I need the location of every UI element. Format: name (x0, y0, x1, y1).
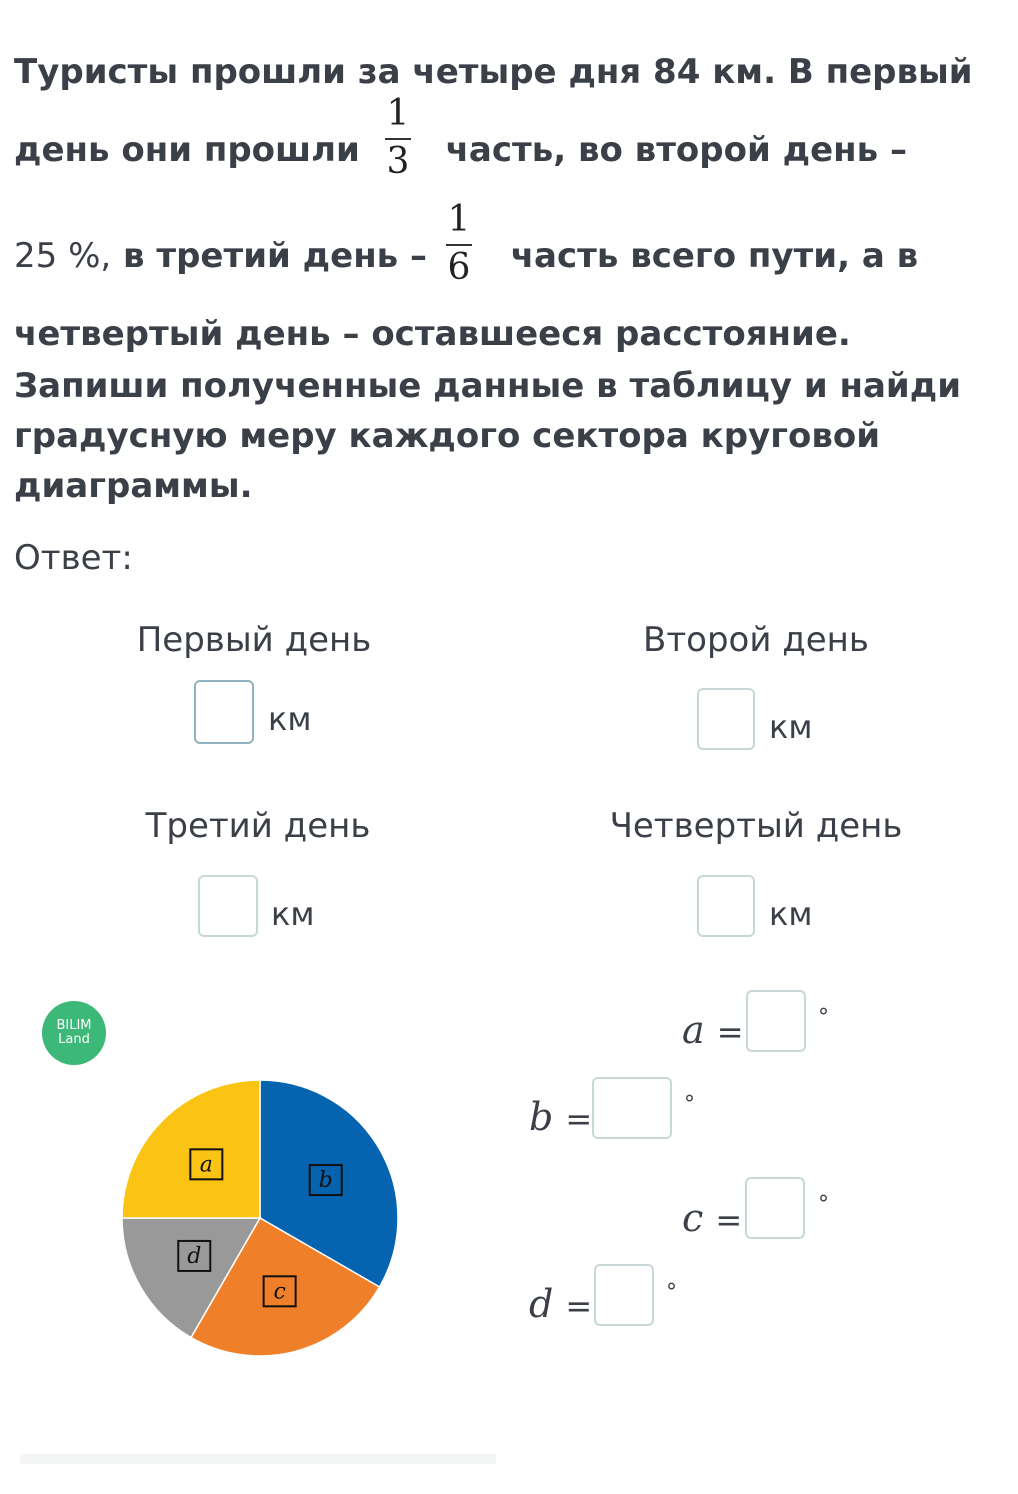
day1-unit: км (268, 700, 312, 738)
angle-d-equals: = (565, 1287, 593, 1325)
fraction-one-third (378, 94, 418, 186)
day1-title: Первый день (136, 620, 372, 660)
problem-line-3-middle: в третий день – (123, 236, 428, 276)
bottom-divider (20, 1454, 496, 1464)
pie-label-d: d (187, 1243, 202, 1269)
angle-d-input[interactable] (594, 1264, 654, 1326)
problem-line-6: градусную меру каждого сектора круговой (14, 416, 881, 456)
angle-c-label (682, 1196, 742, 1240)
pie-label-c: c (273, 1279, 286, 1305)
angle-b-input[interactable] (592, 1077, 672, 1139)
fraction-numerator: 1 (386, 93, 410, 134)
bilimland-logo (42, 1001, 106, 1065)
problem-line-1: Туристы прошли за четыре дня 84 км. В первый (14, 52, 973, 92)
angle-c-letter: c (682, 1196, 704, 1240)
day4-unit: км (769, 895, 813, 933)
problem-line-5: Запиши полученные данные в таблицу и найди (14, 366, 962, 406)
angle-b-degree: ° (684, 1092, 695, 1117)
angle-c-equals: = (715, 1201, 743, 1239)
angle-d-label (529, 1282, 592, 1326)
problem-line-2-end: часть, во второй день – (445, 130, 907, 170)
second-day-percent: 25 %, (14, 236, 112, 276)
angle-b-label (529, 1095, 592, 1139)
fraction-denominator: 6 (447, 247, 471, 288)
angle-d-degree: ° (666, 1280, 677, 1305)
angle-c-degree: ° (818, 1192, 829, 1217)
angle-a-letter: a (682, 1008, 705, 1052)
day3-title: Третий день (145, 806, 371, 846)
fraction-denominator: 3 (386, 141, 410, 182)
logo-text-line1: BILIM (56, 1018, 92, 1033)
angle-d-letter: d (529, 1282, 554, 1326)
day2-title: Второй день (643, 620, 869, 660)
problem-line-4: четвертый день – оставшееся расстояние. (14, 314, 851, 354)
problem-line-3-end: часть всего пути, а в (510, 236, 919, 276)
day3-input[interactable] (198, 875, 258, 937)
angle-c-input[interactable] (745, 1177, 805, 1239)
angle-b-equals: = (565, 1100, 593, 1138)
answer-label: Ответ: (14, 538, 133, 578)
fraction-numerator: 1 (447, 199, 471, 240)
day2-input[interactable] (697, 688, 755, 750)
day3-unit: км (271, 895, 315, 933)
angle-a-equals: = (716, 1013, 744, 1051)
pie-label-b: b (318, 1168, 333, 1194)
pie-label-a: a (199, 1152, 213, 1178)
fraction-one-sixth (439, 200, 479, 292)
day2-unit: км (769, 708, 813, 746)
angle-a-label (682, 1008, 744, 1052)
day1-input[interactable] (194, 680, 254, 744)
logo-text-line2: Land (58, 1032, 90, 1047)
angle-a-input[interactable] (746, 990, 806, 1052)
problem-line-7: диаграммы. (14, 466, 253, 506)
angle-a-degree: ° (818, 1005, 829, 1030)
problem-line-2 (14, 130, 907, 170)
day4-input[interactable] (697, 875, 755, 937)
angle-b-letter: b (529, 1095, 554, 1139)
pie-chart (110, 1070, 410, 1370)
problem-line-2-start: день они прошли (14, 130, 360, 170)
day4-title: Четвертый день (609, 806, 903, 846)
